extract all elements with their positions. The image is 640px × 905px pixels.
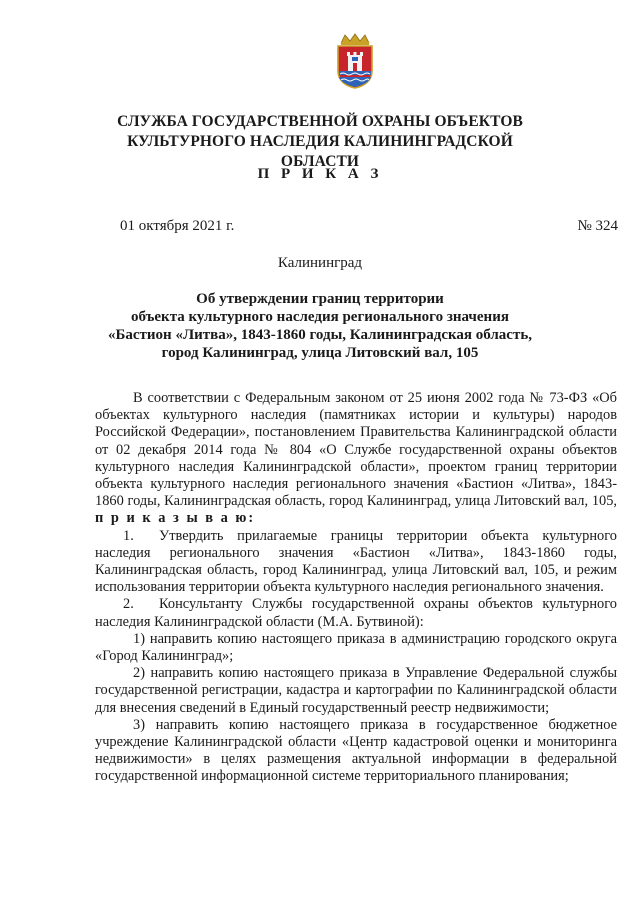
subject-line1: Об утверждении границ территории: [196, 291, 444, 307]
item-1: [95, 528, 617, 597]
sub-item-1: 1) направить копию настоящего приказа в администрацию городского округа «Город Калининград»;: [95, 630, 617, 665]
sub-item-2: 2) направить копию настоящего приказа в Управление Федеральной службы государственной регистрации, кадастра и картографии по Калининградской области для внесения сведений в Единый государственный реестр недвижимости;: [95, 665, 617, 716]
item-2-text: Консультанту Службы государственной охраны объектов культурного наследия Калининградской области (М.А. Бутвиной):: [95, 596, 617, 630]
item-2-number: 2.: [123, 596, 134, 613]
order-title: П Р И К А З: [257, 166, 383, 182]
order-subject: [100, 290, 540, 362]
agency-name: [100, 112, 540, 172]
kaliningrad-coat-of-arms-icon: [331, 33, 379, 89]
item-1-text: Утвердить прилагаемые границы территории объекта культурного наследия регионального значения «Бастион «Литва», 1843-1860 годы, Калининградская область, город Калининград, улица Литовский вал, 105, и режим использования территории объекта культурного наследия регионального значения.: [95, 527, 617, 596]
city-name: Калининград: [277, 255, 363, 271]
preamble-text: В соответствии с Федеральным законом от 25 июня 2002 года № 73-ФЗ «Об объектах культурного наследия (памятниках истории и культуры) народов Российской Федерации», постановлением Правительства Калининградской области от 02 декабря 2014 года № 804 «О Службе государственной охраны объектов культурного наследия Калининградской области», проектом границ территории объекта культурного наследия регионального значения «Бастион «Литва», 1843-1860 годы, Калининградская область, город Калининград, улица Литовский вал, 105,: [95, 390, 617, 510]
subject-line4: город Калининград, улица Литовский вал, 105: [161, 345, 479, 361]
subject-line2: объекта культурного наследия регионального значения: [131, 309, 509, 325]
item-1-number: 1.: [123, 527, 134, 544]
order-word: п р и к а з ы в а ю:: [95, 510, 256, 527]
order-body: [95, 390, 617, 786]
preamble-paragraph: [95, 390, 617, 528]
order-date: 01 октября 2021 г.: [120, 218, 235, 234]
item-2: [95, 596, 617, 630]
agency-name-line1: СЛУЖБА ГОСУДАРСТВЕННОЙ ОХРАНЫ ОБЪЕКТОВ: [117, 113, 523, 130]
agency-name-line2: КУЛЬТУРНОГО НАСЛЕДИЯ КАЛИНИНГРАДСКОЙ ОБЛАСТИ: [127, 133, 513, 170]
sub-item-3: 3) направить копию настоящего приказа в государственное бюджетное учреждение Калининградской области «Центр кадастровой оценки и мониторинга недвижимости» в целях размещения актуальной информации в федеральной государственной информационной системе территориального планирования;: [95, 716, 617, 785]
subject-line3: «Бастион «Литва», 1843-1860 годы, Калининградская область,: [107, 327, 533, 343]
order-number: № 324: [577, 218, 618, 234]
